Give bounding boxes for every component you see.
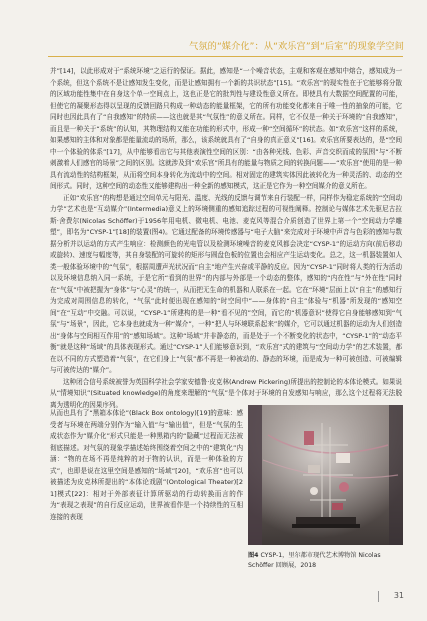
paragraph: 并”[14]，以此形成对于“系统环境”之运行的保证。据此，感知是“一个噪音状态，主观和客观在感知中熔合，感知成为一个系统，但这个系统不是让感知发生变化，而是让感知拥有一个新的共识状态”[15]。“欢乐宫”的现实性在于它能够将分散的区域功能性集中在自身这个单一空间点上，这也正是它的批判性与建设性意义所在。即使具有大数据空间配置的可能，但使它的凝聚形态得以呈现的反馈回路只构成一种动态的能量框架，它的所有功能变化都来自于唯一性的抽象的可能，它同时也因此具有了“自我感知”的特质——这也就是其“气氛性”的意义所在。同样，它不仅是一种关于环境的“自我感知”，而且是一种关于“系统”的认知，其物理结构又能在功能的形式中，形成一种“空间循环”的状态。如“欢乐宫”这样的系统，如果感知的主体和对象都是能量流动的场所，那么，该系统就具有了“自身的真正意义”[16]。欢乐宫所要表达的，是“空间中一个体验的体系”[17]，从中能够看出它与其他表演性空间的区别：“由各种光线、色彩、声音交织而成的氛围”与“不断刺激着人们感官的场景”之间的区别。这就涉及到“欢乐宫”所具有的能量与物质之间的转换问题——“欢乐宫”使用的是一种具有流动性的结构框架，从而将空间本身转化为流动中的空间。相对固定的建筑实体因此被转化为一种灵活的、动态的空间形式。同时，这种空间的动态性又能够建构出一种全新的感知模式，这正是它作为一种空间媒介的意义所在。 [50,67,402,191]
figure-label: 图4 [248,552,259,559]
body-text-left-column [50,408,243,523]
header-rule [48,56,403,57]
figure-caption-text: CYSP-1，里尔都市现代艺术博物馆 Nicolas Schöffer 回顾展，2018 [248,552,381,569]
running-header: 气氛的“媒介化”：从“欢乐宫”到“后室”的现象学空间 [189,41,404,52]
body-text-full-width [50,66,402,411]
page-number: 31 [393,591,404,600]
photo-cysp1-sculpture [248,405,403,545]
paragraph: 正如“欢乐宫”的构想是通过空间单元与阳光、温度、光线的反馈与调节来自行装配一样，同样作为稳定系统的“空间动力学”艺术也是“互动媒介”(Intermedia)意义上的环境侧重的感知追踪过程的可视性阐释。控制论与媒体艺术先驱尼古拉斯·舍费尔(Nicolas Schöffer)于1956年用电机、微电机、电池、麦克风等混合介质创造了世界上第一个“空间动力学雕塑”，即名为“CYSP-1”[18]的装置(图4)。它通过配备的环境传感器与“电子大脑”来完成对于环境中声音与色彩的感知与数据分析并以运动的方式产生响应：检测颜色的光电管以及检测环境噪音的麦克风都会决定“CYSP-1”的运动方向(前后移动或旋转)、速度与幅度等，其自身装配的可旋转的矩形与圆盘色板的位置也会相应产生运动变化。总之，这一机器装置如人类一般体验环境中的“气氛”，根据周遭声光状况而“自主”地产生兴奋或平静的反应。因为“CYSP-1”同时将人类的行为活动以及环境信息纳入同一系统，于是它所“看到的世界”的内部与外部是一个动态的整体，感知的“内在性”与“外在性”同时在“气氛”中被把握为“身体”与“心灵”的统一，从而把无生命的机器和人联系在一起。它在“环境”层面上以“自主”的感知行为完成对周围信息的转化，“气氛”此时便出现在感知的“时空间中”——身体的“自主”体验与“机器”所发现的“感知空间”在“互动”中交融。可以说，“CYSP-1”所建构的是一种“看不见的”空间，而它的“机器意识”使得它自身能够感知到“气氛”与“场景”，因此，它本身也就成为一种“媒介”，一种“把人与环境联系起来”的媒介，它可以通过机器的运动为人们创造出“身体与空间相互作用”的“感知场域”。这种“场域”并非静态的，而是处于一个不断变化的状态中，“CYSP-1”的“动态平衡”就是这种“场域”的具体表现形式。通过“CYSP-1”人们能够意识到，“欢乐宫”式的建筑与“空间动力学”的艺术装置，都在以不同的方式塑造着“气氛”，在它们身上“气氛”都不再是一种被动的、静态的环境，而是成为一种可被创造、可被编辑与可被传达的“媒介”。 [50,193,402,375]
page-number-divider [378,591,379,602]
figure-photo-cysp1 [248,405,403,545]
paragraph: 这种闭合信号系统被誉为英国科学社会学家安德鲁·皮克林(Andrew Pickering)所提出的控制论的本体论模式。如果说从“情境知识”(Situated knowledge)的角度来理解的“气氛”是个体对于环境的自发感知与响应，那么这个过程将无法脱离为透明化的因果序列。 [50,377,402,409]
paragraph: 从而也具有了“黑箱本体论”(Black Box ontology)[19]的意味：感受者与环境在两端分别作为“输入值”与“输出值”，但是“气氛的生成状态作为“媒介化”形式只能是一种黑箱内的“隐藏”过程而无法被彻底描述。对气氛的现象学描述始终围绕着空间之中的“建筑化”内涵：“物的在场不再是纯粹的对于物的认识，而是一种体验的方式”，也即是说在这里空间是感知的“场域”[20]，“欢乐宫”也可以被描述为皮克林所提出的“本体论戏剧”(Ontological Theater)[21]模式[22]：相对于外部表征计算所驱动的行动转换而言的作为“表现之表现”的自行反应运动，世界被看作是一个持续性的互相连接的表现 [50,409,243,521]
figure-caption [248,551,403,570]
